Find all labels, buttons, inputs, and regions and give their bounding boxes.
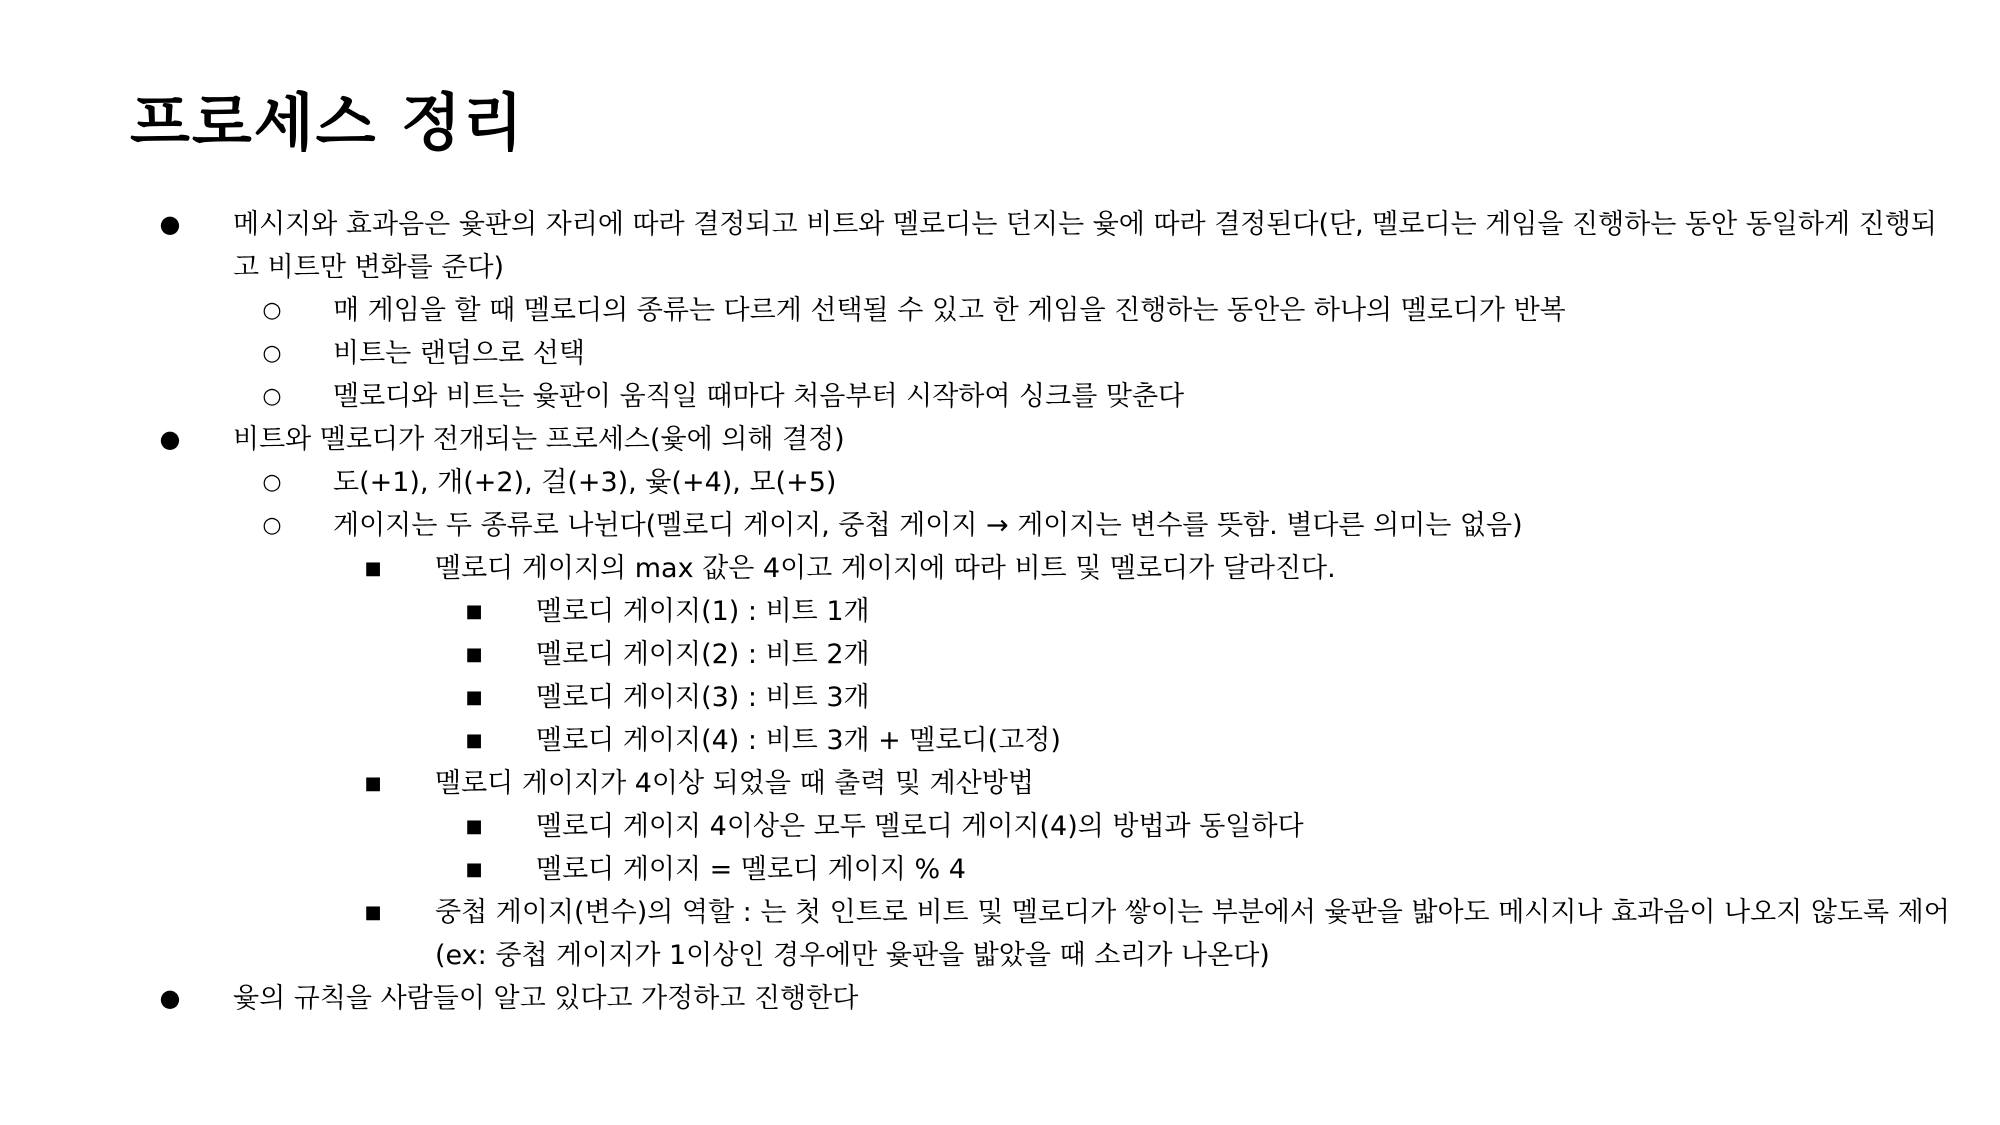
bullet-text: 도(+1), 개(+2), 걸(+3), 윷(+4), 모(+5) — [333, 467, 837, 498]
bullet-text: 멜로디 게이지가 4이상 되었을 때 출력 및 계산방법 — [435, 768, 1034, 799]
bullet-item — [0, 848, 2000, 891]
bullet-item — [0, 633, 2000, 676]
bullet-item — [0, 719, 2000, 762]
bullet-text: 멜로디 게이지(4) : 비트 3개 + 멜로디(고정) — [536, 725, 1061, 756]
bullet-item — [0, 547, 2000, 590]
bullet-text: 멜로디 게이지 4이상은 모두 멜로디 게이지(4)의 방법과 동일하다 — [536, 811, 1304, 842]
bullet-marker: ■ — [364, 902, 382, 923]
bullet-text: 비트는 랜덤으로 선택 — [333, 338, 585, 369]
bullet-marker: ● — [159, 425, 181, 453]
bullet-marker: ○ — [262, 298, 282, 323]
bullet-marker: ○ — [262, 341, 282, 366]
bullet-item — [0, 289, 2000, 332]
bullet-item — [0, 805, 2000, 848]
bullet-item — [0, 762, 2000, 805]
bullet-item — [0, 418, 2000, 461]
bullet-item — [0, 332, 2000, 375]
bullet-text: 윷의 규칙을 사람들이 알고 있다고 가정하고 진행한다 — [233, 983, 859, 1014]
bullet-text: 멜로디와 비트는 윷판이 움직일 때마다 처음부터 시작하여 싱크를 맞춘다 — [333, 381, 1185, 412]
bullet-text: 멜로디 게이지 = 멜로디 게이지 % 4 — [536, 854, 966, 885]
bullet-text: 중첩 게이지(변수)의 역할 : 는 첫 인트로 비트 및 멜로디가 쌓이는 부분에서 윷판을 밟아도 메시지나 효과음이 나오지 않도록 제어(ex: 중첩 게이지가 1이상인 경우에만 윷판을 밟았을 때 소리가 나온다) — [435, 897, 1950, 971]
bullet-text: 멜로디 게이지(3) : 비트 3개 — [536, 682, 870, 713]
bullet-item — [0, 891, 2000, 977]
bullet-text: 비트와 멜로디가 전개되는 프로세스(윷에 의해 결정) — [233, 424, 845, 455]
slide-title: 프로세스 정리 — [130, 86, 525, 159]
bullet-marker: ■ — [465, 687, 483, 708]
bullet-item — [0, 203, 2000, 289]
bullet-marker: ■ — [465, 601, 483, 622]
bullet-marker: ■ — [364, 558, 382, 579]
bullet-text: 멜로디 게이지의 max 값은 4이고 게이지에 따라 비트 및 멜로디가 달라진다. — [435, 553, 1336, 584]
bullet-item — [0, 676, 2000, 719]
bullet-text: 게이지는 두 종류로 나뉜다(멜로디 게이지, 중첩 게이지 → 게이지는 변수를 뜻함. 별다른 의미는 없음) — [333, 510, 1523, 541]
bullet-item — [0, 977, 2000, 1020]
bullet-list — [0, 203, 2000, 1020]
bullet-item — [0, 504, 2000, 547]
bullet-marker: ■ — [364, 773, 382, 794]
bullet-marker: ● — [159, 210, 181, 238]
bullet-item — [0, 461, 2000, 504]
bullet-marker: ○ — [262, 384, 282, 409]
bullet-text: 매 게임을 할 때 멜로디의 종류는 다르게 선택될 수 있고 한 게임을 진행하는 동안은 하나의 멜로디가 반복 — [333, 295, 1566, 326]
bullet-marker: ○ — [262, 513, 282, 538]
bullet-text: 메시지와 효과음은 윷판의 자리에 따라 결정되고 비트와 멜로디는 던지는 윷에 따라 결정된다(단, 멜로디는 게임을 진행하는 동안 동일하게 진행되고 비트만 변화를 준다) — [233, 209, 1937, 283]
bullet-marker: ■ — [465, 644, 483, 665]
bullet-marker: ■ — [465, 816, 483, 837]
bullet-marker: ● — [159, 984, 181, 1012]
bullet-text: 멜로디 게이지(2) : 비트 2개 — [536, 639, 870, 670]
bullet-marker: ■ — [465, 730, 483, 751]
bullet-item — [0, 375, 2000, 418]
bullet-item — [0, 590, 2000, 633]
bullet-marker: ○ — [262, 470, 282, 495]
bullet-text: 멜로디 게이지(1) : 비트 1개 — [536, 596, 870, 627]
bullet-marker: ■ — [465, 859, 483, 880]
